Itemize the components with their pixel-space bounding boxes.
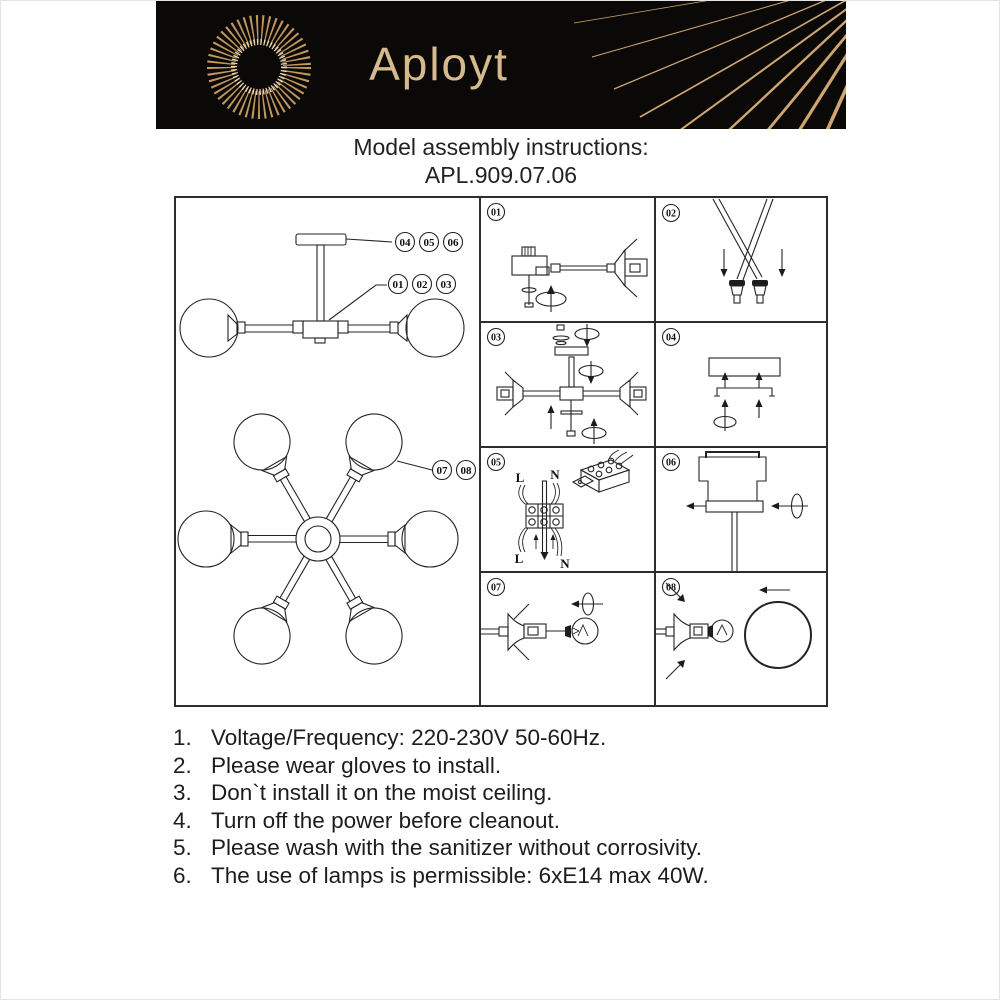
panel-04: [654, 321, 826, 446]
instruction-item: [173, 752, 853, 780]
chandelier-overview-cell: [176, 198, 481, 705]
instruction-text: The use of lamps is permissible: 6xE14 max 40W.: [211, 862, 709, 888]
instruction-number: 6.: [173, 862, 192, 888]
step-number-badge: 06: [666, 457, 676, 469]
step-number-badge: 08: [666, 582, 676, 594]
step-number-badge: 04: [666, 332, 676, 344]
instruction-number: 5.: [173, 835, 192, 861]
step-02-diagram: [656, 198, 826, 321]
callout-badge: 08: [460, 465, 472, 477]
step-number-badge: 05: [491, 457, 501, 469]
callout-badge: 02: [416, 279, 428, 291]
chandelier-side-view-diagram: [180, 234, 464, 357]
instruction-number: 4.: [173, 807, 192, 833]
callout-badge: 01: [392, 279, 404, 291]
wire-label-l-top: L: [515, 470, 525, 485]
panel-08: [654, 571, 826, 705]
step-number-badge: 01: [491, 207, 501, 219]
panel-05: [481, 446, 654, 571]
panel-02: [654, 198, 826, 321]
instruction-item: [173, 779, 853, 807]
terminal-block-3d: [573, 450, 633, 492]
callout-badges-bottom: [433, 461, 476, 480]
instruction-text: Don`t install it on the moist ceiling.: [211, 780, 553, 806]
panel-06: [654, 446, 826, 571]
brand-logo: Aployt: [369, 38, 509, 90]
instruction-number: 3.: [173, 780, 192, 806]
instruction-item: [173, 807, 853, 835]
callout-badge: 04: [399, 237, 411, 249]
chandelier-diagrams: [176, 198, 479, 705]
callout-badge: 05: [423, 237, 435, 249]
model-number: APL.909.07.06: [424, 162, 578, 188]
instruction-text: Please wear gloves to install.: [211, 752, 502, 778]
instruction-number: 1.: [173, 725, 192, 750]
step-05-diagram: [481, 448, 654, 571]
callout-badge: 06: [447, 237, 459, 249]
panel-01: [481, 198, 654, 321]
instruction-item: [173, 834, 853, 862]
wire-label-l-bottom: L: [514, 551, 524, 566]
instructions-list: [173, 724, 853, 890]
instruction-text: Voltage/Frequency: 220-230V 50-60Hz.: [211, 725, 607, 750]
step-number-badge: 07: [491, 582, 501, 594]
instruction-item: [173, 862, 853, 890]
instruction-item: [173, 724, 853, 752]
instruction-text: Please wash with the sanitizer without corrosivity.: [211, 835, 703, 861]
callout-badge: 07: [436, 465, 448, 477]
step-08-diagram: [656, 573, 826, 705]
panel-03: [481, 321, 654, 446]
step-number-badge: 02: [666, 208, 676, 220]
instruction-number: 2.: [173, 752, 192, 778]
callout-badges-side: [389, 233, 463, 294]
step-04-diagram: [656, 323, 826, 446]
brand-banner: [156, 1, 846, 129]
wire-label-n-bottom: N: [560, 556, 570, 571]
instruction-text: Turn off the power before cleanout.: [211, 807, 560, 833]
callout-badge: 03: [440, 279, 452, 291]
figure-table: [174, 196, 828, 707]
step-03-diagram: [481, 323, 654, 446]
step-01-diagram: [481, 198, 654, 321]
sunburst-icon: [221, 29, 297, 105]
step-number-badge: 03: [491, 332, 501, 344]
rays-icon: [574, 1, 846, 129]
panel-07: [481, 571, 654, 705]
chandelier-bottom-view-diagram: [178, 404, 458, 674]
wire-label-n-top: N: [550, 467, 560, 482]
step-06-diagram: [656, 448, 826, 571]
page-title: Model assembly instructions:: [353, 134, 649, 160]
step-07-diagram: [481, 573, 654, 705]
